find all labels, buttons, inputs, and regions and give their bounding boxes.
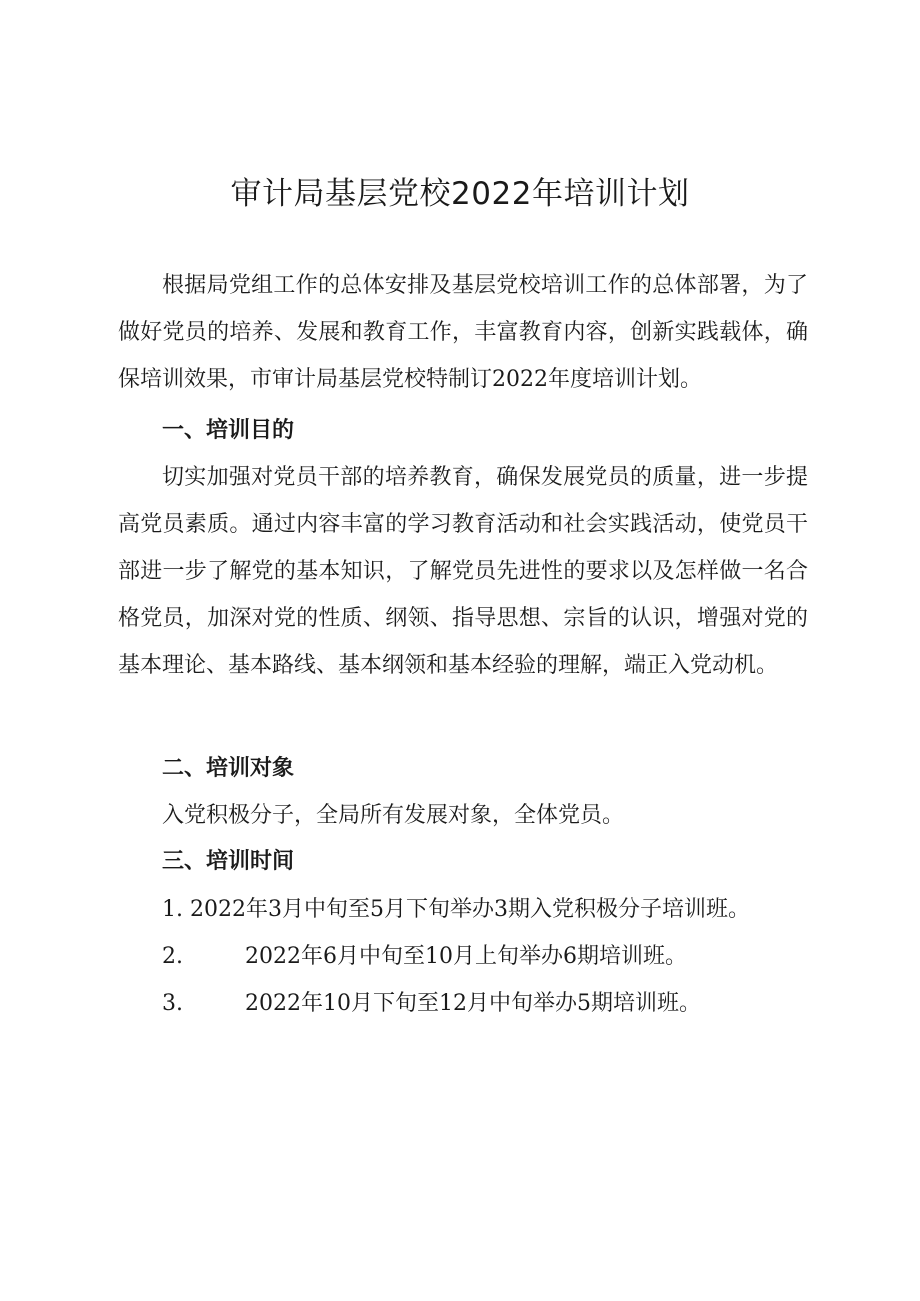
schedule-item bbox=[162, 980, 701, 1027]
section-heading-audience: 二、培训对象 bbox=[162, 756, 295, 781]
schedule-item-number: 3. bbox=[162, 991, 183, 1016]
schedule-item-number: 2. bbox=[162, 944, 183, 969]
schedule-item bbox=[162, 886, 750, 933]
section-heading-schedule: 三、培训时间 bbox=[162, 849, 295, 874]
intro-paragraph: 根据局党组工作的总体安排及基层党校培训工作的总体部署，为了做好党员的培养、发展和教育工作，丰富教育内容，创新实践载体，确保培训效果，市审计局基层党校特制订2022年度培训计划。 bbox=[118, 273, 808, 392]
schedule-item-number: 1. bbox=[162, 897, 183, 922]
schedule-item-text: 2022年10月下旬至12月中旬举办5期培训班。 bbox=[245, 991, 701, 1016]
schedule-item-text: 2022年3月中旬至5月下旬举办3期入党积极分子培训班。 bbox=[190, 897, 750, 922]
document-title: 审计局基层党校2022年培训计划 bbox=[230, 176, 690, 212]
section-heading-purpose: 一、培训目的 bbox=[162, 418, 295, 443]
schedule-item-text: 2022年6月中旬至10月上旬举办6期培训班。 bbox=[245, 944, 687, 969]
purpose-paragraph: 切实加强对党员干部的培养教育，确保发展党员的质量，进一步提高党员素质。通过内容丰富的学习教育活动和社会实践活动，使党员干部进一步了解党的基本知识，了解党员先进性的要求以及怎样做一名合格党员，加深对党的性质、纲领、指导思想、宗旨的认识，增强对党的基本理论、基本路线、基本纲领和基本经验的理解，端正入党动机。 bbox=[118, 465, 808, 678]
schedule-item bbox=[162, 933, 687, 980]
audience-paragraph: 入党积极分子，全局所有发展对象，全体党员。 bbox=[162, 803, 625, 828]
